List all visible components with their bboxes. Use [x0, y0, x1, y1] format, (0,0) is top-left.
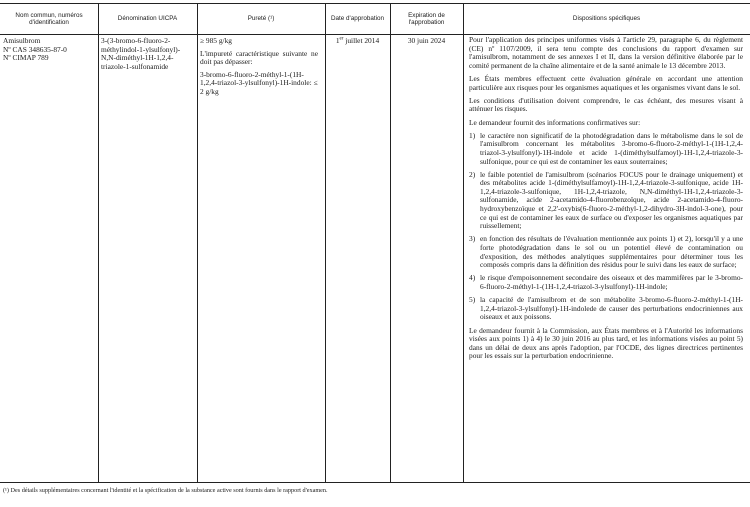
- purity-note: L'impureté caractéristique suivante ne doit pas dépasser:: [200, 48, 318, 67]
- item-text: la capacité de l'amisulbrom et de son métabolite 3-bromo-6-fluoro-2-méthyl-1-(1H-1,2,4-triazol-3-ylsulfonyl)-1H-indolede de causer des perturbations endocriniennes aux oiseaux et aux poissons.: [480, 295, 743, 322]
- iupac-name: 3-(3-bromo-6-fluoro-2-méthylindol-1-ylsulfonyl)-N,N-diméthyl-1H-1,2,4-triazole-1-sulfonamide: [101, 36, 181, 71]
- item-text: le faible potentiel de l'amisulbrom (scénarios FOCUS pour le drainage uniquement) et des métabolites acide 1-(diméthylsulfamoyl)-1H-1,2,4-triazole-3-sulfonique, acide 1H-1,2,4-triazole-3-sulfonique, 1H-1,2,4-triazole, N,N-diméthyl-1H-1,2,4-triazole-3-sulfonamide, acide 2-acetamido-4-fluorobenzoïque, acide 2-acetamido-4-fluoro-hydroxybenzoïque et 2,2'-oxybis(6-fluoro-2-méthyl-1,2-dihydro-3H-indol-3-one), pour ce qui est de contaminer les eaux de surface ou d'exposer les organismes aquatiques par ruissellement;: [480, 169, 743, 231]
- provision-item: [469, 132, 743, 166]
- header-approval-date: Date d'approbation: [330, 15, 385, 23]
- item-text: le risque d'empoisonnement secondaire des oiseaux et des mammifères par le 3-bromo-6-fluoro-2-méthyl-1-(1H-1,2,4-triazol-3-ylsulfonyl)-1H-indole;: [480, 273, 743, 291]
- expiry-date: 30 juin 2024: [407, 36, 446, 45]
- item-number: 2): [469, 169, 476, 179]
- column-divider: [463, 4, 464, 482]
- header-provisions: Dispositions spécifiques: [572, 15, 641, 23]
- provision-item: [469, 296, 743, 322]
- approval-day: 1: [335, 36, 340, 45]
- approval-month-year: juillet 2014: [343, 36, 380, 45]
- provision-paragraph: Les États membres effectuent cette évaluation générale en accordant une attention particulière aux risques pour les organismes aquatiques et les organismes vivant dans le sol.: [469, 73, 743, 92]
- item-text: en fonction des résultats de l'évaluation mentionnée aux points 1) et 2), lorsqu'il y a une forte photodégradation dans le sol ou un potentiel élevé de contamination ou d'exposition, des méthodes analytiques supplémentaires pour déterminer tous les composés compris dans la définition des résidus pour le suivi dans les eaux de surface;: [480, 234, 743, 270]
- provisions-table: [0, 3, 750, 483]
- substance-name: Amisulbrom: [3, 36, 41, 45]
- provision-item: [469, 171, 743, 231]
- column-divider: [197, 4, 198, 482]
- cell-iupac: [101, 37, 194, 71]
- header-common-name: Nom commun, numéros d'identification: [15, 11, 83, 26]
- header-iupac: Dénomination UICPA: [117, 15, 178, 23]
- header-purity: [197, 4, 325, 34]
- item-number: 4): [469, 273, 476, 283]
- cell-common-name: [3, 37, 95, 63]
- purity-impurity: 3-bromo-6-fluoro-2-méthyl-1-(1H-1,2,4-triazol-3-ylsulfonyl)-1H-indole: ≤ 2 g/kg: [200, 69, 318, 96]
- purity-value: ≥ 985 g/kg: [200, 36, 232, 45]
- column-divider: [390, 4, 391, 482]
- provision-paragraph: Pour l'application des principes uniformes visés à l'article 29, paragraphe 6, du règlement (CE) nº 1107/2009, il sera tenu compte des conclusions du rapport d'examen sur l'amisulbrom, notamment de ses annexes I et II, dans la version définitive élaborée par le comité permanent de la chaîne alimentaire et de la santé animale le 13 décembre 2013.: [469, 35, 743, 70]
- provision-paragraph: Les conditions d'utilisation doivent comprendre, le cas échéant, des mesures visant à atténuer les risques.: [469, 95, 743, 114]
- header-purity-ref: (¹): [268, 15, 275, 23]
- cell-approval-date: [325, 37, 390, 46]
- provision-item: [469, 274, 743, 291]
- item-number: 5): [469, 295, 476, 305]
- header-expiry: Expiration de l'approbation: [408, 11, 445, 26]
- column-divider: [98, 4, 99, 482]
- provision-paragraph: Le demandeur fournit à la Commission, aux États membres et à l'Autorité les informations visées aux points 1) à 4) le 30 juin 2016 au plus tard, et les informations visées au point 5) dans un délai de deux ans après l'adoption, par l'OCDE, des lignes directrices pertinentes pour les essais sur la perturbation endocrinienne.: [469, 325, 743, 361]
- provision-item: [469, 235, 743, 269]
- provision-paragraph: Le demandeur fournit des informations confirmatives sur:: [469, 117, 641, 127]
- item-text: le caractère non significatif de la photodégradation dans le métabolisme dans le sol de l'amisulbrom concernant les métabolites 3-bromo-6-fluoro-2-méthyl-1-(1H-1,2,4-triazol-3-ylsulfonyl)-1H-indole et acide 1-(diméthylsulfamoyl)-1H-1,2,4-triazole-3-sulfonique, pour ce qui est de contaminer les eaux souterraines;: [480, 130, 743, 166]
- cell-expiry: [390, 37, 463, 46]
- item-number: 1): [469, 130, 476, 140]
- header-purity-text: Pureté: [247, 15, 267, 23]
- cell-provisions: [469, 36, 743, 366]
- item-number: 3): [469, 234, 476, 244]
- footnote: (¹) Des détails supplémentaires concernant l'identité et la spécification de la substance active sont fournis dans le rapport d'examen.: [3, 487, 328, 494]
- cimap-number: Nº CIMAP 789: [3, 53, 49, 63]
- cell-purity: [200, 37, 318, 101]
- cas-number: Nº CAS 348635-87-0: [3, 44, 67, 54]
- approval-day-suffix: er: [339, 36, 344, 42]
- column-divider: [325, 4, 326, 482]
